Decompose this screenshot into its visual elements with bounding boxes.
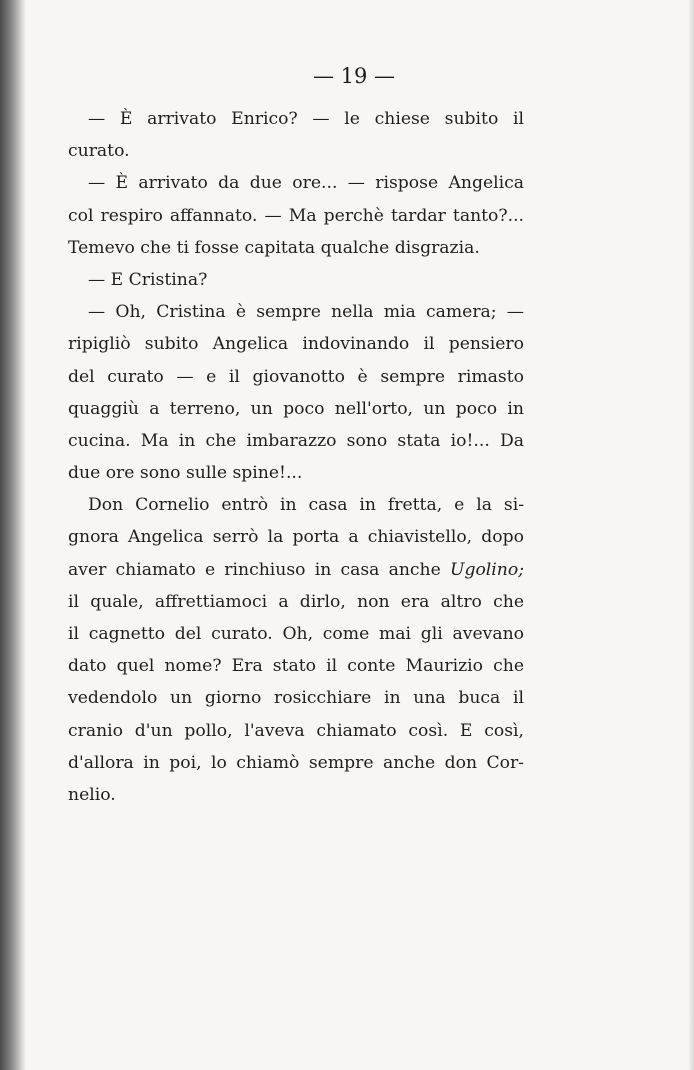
text-line: — Oh, Cristina è sempre nella mia camera; — (88, 302, 524, 323)
text-line: nelio. (68, 784, 116, 805)
text-line: vedendolo un giorno rosicchiare in una buca il (68, 688, 524, 709)
page-number: — 19 — (312, 64, 396, 88)
text-line: dato quel nome? Era stato il conte Maurizio che (68, 656, 524, 677)
text-line: — È arrivato Enrico? — le chiese subito il (88, 109, 524, 129)
dog-name-italic: Ugolino; (449, 559, 524, 580)
text-line: due ore sono sulle spine!... (68, 463, 303, 484)
text-line: aver chiamato e rinchiuso in casa anche Ugolino; (68, 559, 524, 580)
text-line: Don Cornelio entrò in casa in fretta, e la si- (88, 495, 524, 516)
text-line: quaggiù a terreno, un poco nell'orto, un poco in (68, 398, 524, 419)
body-text (68, 103, 524, 811)
text-line: del curato — e il giovanotto è sempre rimasto (68, 366, 524, 387)
page-binding-shadow (0, 0, 26, 1070)
text-line: — E Cristina? (88, 269, 208, 290)
text-line: cranio d'un pollo, l'aveva chiamato così. E così, (68, 720, 524, 741)
text-line: d'allora in poi, lo chiamò sempre anche don Cor- (68, 752, 524, 773)
text-line: cucina. Ma in che imbarazzo sono stata io!... Da (68, 430, 524, 451)
text-line: curato. (68, 141, 130, 162)
text-line: gnora Angelica serrò la porta a chiavistello, dopo (68, 527, 524, 548)
text-line: il cagnetto del curato. Oh, come mai gli avevano (68, 624, 524, 644)
text-line: col respiro affannato. — Ma perchè tardar tanto?... (68, 205, 524, 226)
text-line: ripigliò subito Angelica indovinando il pensiero (68, 334, 524, 355)
text-line: Temevo che ti fosse capitata qualche disgrazia. (68, 237, 480, 258)
text-line: il quale, affrettiamoci a dirlo, non era altro che (68, 591, 524, 612)
page-edge-shadow (688, 0, 694, 1070)
text-line: — È arrivato da due ore... — rispose Angelica (88, 173, 524, 194)
